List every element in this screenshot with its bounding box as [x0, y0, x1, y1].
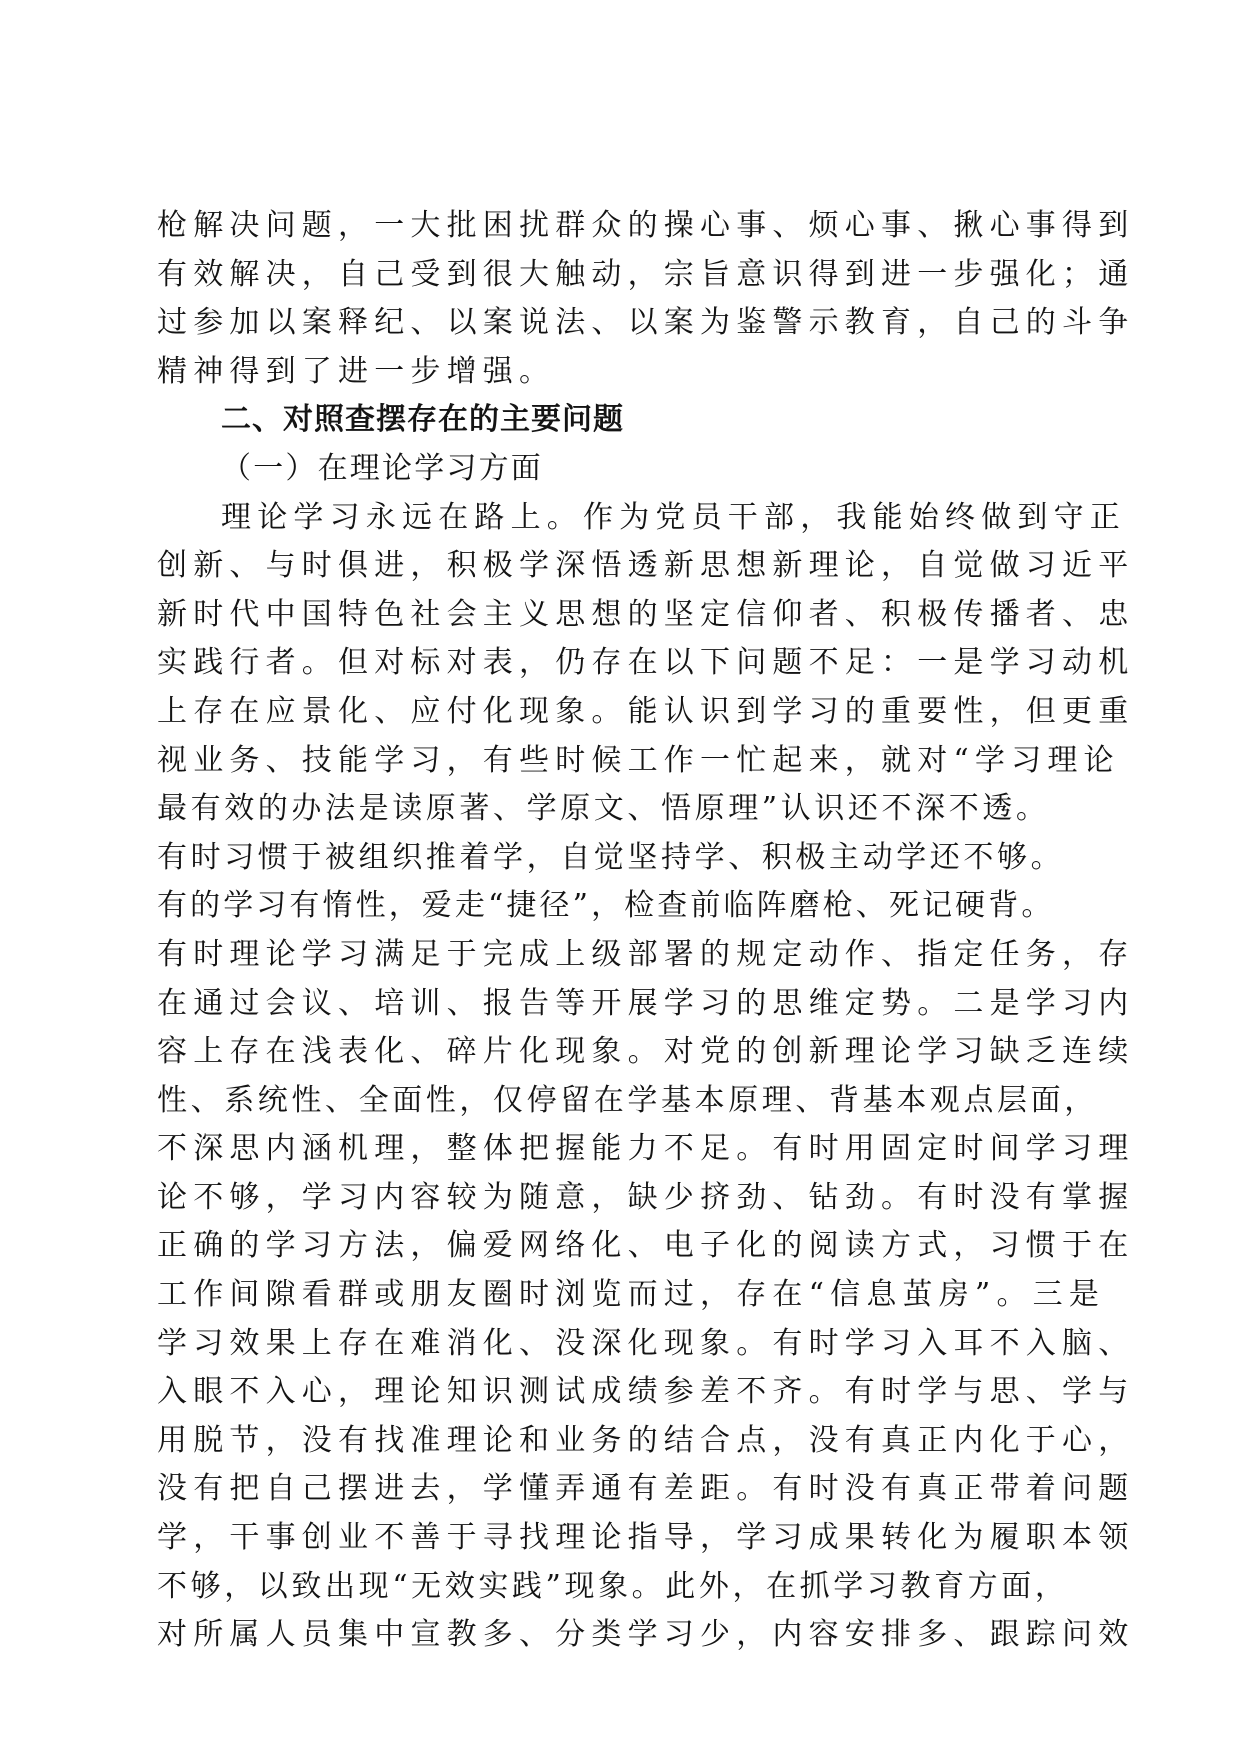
paragraph-line: 有时理论学习满足于完成上级部署的规定动作、指定任务，存	[157, 936, 1135, 972]
paragraph-line: 性、系统性、全面性，仅停留在学基本原理、背基本观点层面，	[157, 1082, 1098, 1118]
paragraph-line: 学，干事创业不善于寻找理论指导，学习成果转化为履职本领	[157, 1520, 1135, 1556]
paragraph-line: 用脱节，没有找准理论和业务的结合点，没有真正内化于心，	[157, 1422, 1135, 1458]
paragraph-line: 枪解决问题，一大批困扰群众的操心事、烦心事、揪心事得到	[157, 208, 1135, 243]
paragraph-line: 有的学习有惰性，爱走“捷径”，检查前临阵磨枪、死记硬背。	[157, 888, 1055, 924]
paragraph-line: 学习效果上存在难消化、没深化现象。有时学习入耳不入脑、	[157, 1325, 1135, 1361]
paragraph-line: 对所属人员集中宣教多、分类学习少，内容安排多、跟踪问效	[157, 1617, 1135, 1653]
section-heading: 二、对照查摆存在的主要问题	[221, 402, 624, 438]
paragraph-line: 有效解决，自己受到很大触动，宗旨意识得到进一步强化；通	[157, 256, 1135, 292]
paragraph-line: 有时习惯于被组织推着学，自觉坚持学、积极主动学还不够。	[157, 839, 1065, 875]
paragraph-line: 创新、与时俱进，积极学深悟透新思想新理论，自觉做习近平	[157, 548, 1135, 584]
paragraph-line: 不深思内涵机理，整体把握能力不足。有时用固定时间学习理	[157, 1131, 1135, 1167]
paragraph-line: 上存在应景化、应付化现象。能认识到学习的重要性，但更重	[157, 693, 1135, 729]
paragraph-line: 工作间隙看群或朋友圈时浏览而过，存在“信息茧房”。三是	[157, 1277, 1106, 1313]
paragraph-line: 视业务、技能学习，有些时候工作一忙起来，就对“学习理论	[157, 742, 1120, 778]
paragraph-line: 新时代中国特色社会主义思想的坚定信仰者、积极传播者、忠	[157, 596, 1135, 632]
paragraph-line: 没有把自己摆进去，学懂弄通有差距。有时没有真正带着问题	[157, 1471, 1135, 1507]
paragraph-line: 理论学习永远在路上。作为党员干部，我能始终做到守正	[221, 499, 1126, 535]
paragraph-line: 在通过会议、培训、报告等开展学习的思维定势。二是学习内	[157, 985, 1135, 1021]
document-body	[157, 202, 1135, 1660]
paragraph-line: 最有效的办法是读原著、学原文、悟原理”认识还不深不透。	[157, 791, 1050, 827]
subsection-heading: （一）在理论学习方面	[221, 450, 543, 486]
paragraph-line: 正确的学习方法，偏爱网络化、电子化的阅读方式，习惯于在	[157, 1228, 1135, 1264]
paragraph-line: 论不够，学习内容较为随意，缺少挤劲、钻劲。有时没有掌握	[157, 1179, 1135, 1215]
paragraph-line: 入眼不入心，理论知识测试成绩参差不齐。有时学与思、学与	[157, 1374, 1135, 1410]
paragraph-line: 过参加以案释纪、以案说法、以案为鉴警示教育，自己的斗争	[157, 305, 1135, 341]
paragraph-line: 精神得到了进一步增强。	[157, 353, 556, 389]
paragraph-line: 容上存在浅表化、碎片化现象。对党的创新理论学习缺乏连续	[157, 1034, 1135, 1070]
paragraph-line: 实践行者。但对标对表，仍存在以下问题不足：一是学习动机	[157, 645, 1135, 681]
paragraph-line: 不够，以致出现“无效实践”现象。此外，在抓学习教育方面，	[157, 1568, 1069, 1604]
